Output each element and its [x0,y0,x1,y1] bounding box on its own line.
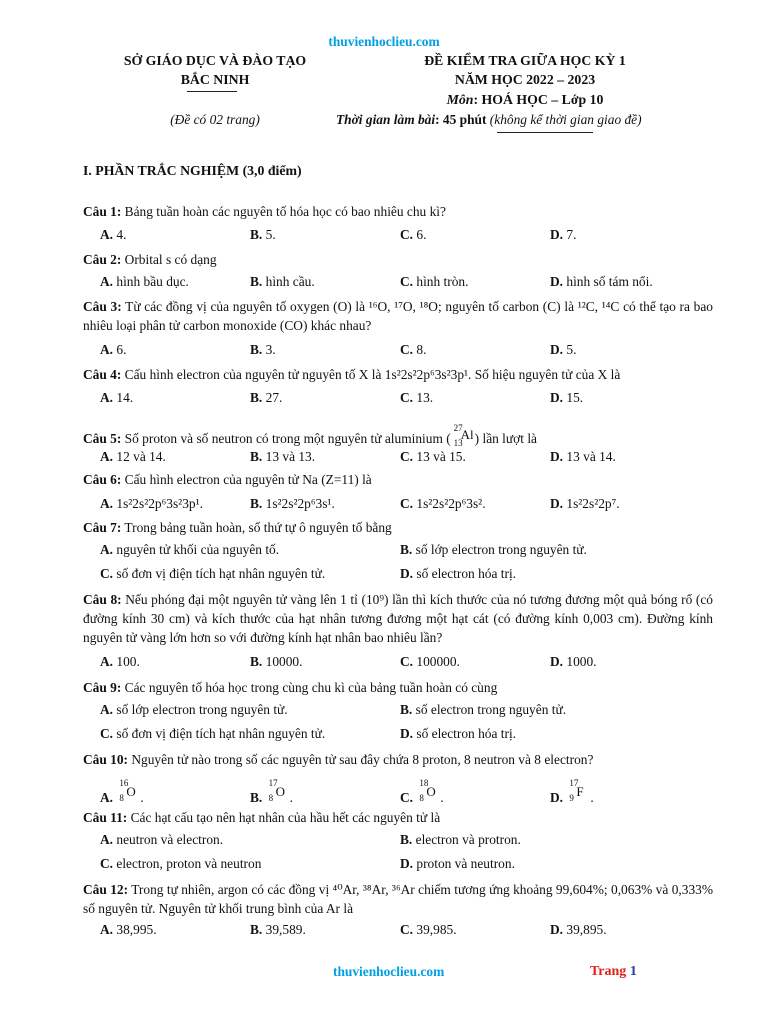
question-label: Câu 4: [83,367,122,382]
org-province: BẮC NINH [180,72,250,87]
option-text: 5. [262,227,276,242]
option-key: A. [100,274,114,289]
option-text: 15. [563,390,584,405]
option-key: D. [550,496,564,511]
option-key: B. [400,832,413,847]
question-3 [83,297,713,335]
answer-option-a[interactable] [100,342,126,358]
option-text: 5. [563,342,577,357]
option-text: 13 và 15. [413,449,466,464]
isotope-symbol [266,778,290,804]
answer-option-a[interactable] [100,778,144,806]
question-9 [83,678,713,697]
option-key: D. [550,390,564,405]
answer-option-a[interactable] [100,449,166,465]
site-link-top[interactable]: thuvienhoclieu.com [328,34,440,49]
answer-option-a[interactable] [100,390,133,406]
question-2 [83,250,713,269]
option-text: số đơn vị điện tích hạt nhân nguyên tử. [113,566,326,581]
answer-option-a[interactable] [100,654,140,670]
answer-option-c[interactable] [100,856,261,872]
answer-option-b[interactable] [250,922,306,938]
answer-option-a[interactable] [100,227,126,243]
org-underline [187,91,237,92]
exam-title: ĐỀ KIỂM TRA GIỮA HỌC KỲ 1 [424,53,626,68]
option-text: 13 và 14. [563,449,616,464]
option-key: A. [100,390,114,405]
question-12 [83,880,713,918]
option-text: 39,985. [413,922,457,937]
isotope-symbol [451,423,475,448]
answer-option-d[interactable] [550,922,607,938]
time-value: : 45 phút [435,112,487,127]
option-key: A. [100,496,114,511]
mass-number: 17 [268,778,278,788]
question-1 [83,202,713,221]
option-key: A. [100,342,114,357]
option-text: 100000. [413,654,460,669]
isotope-symbol [116,778,140,804]
option-text: proton và neutron. [413,856,515,871]
isotope-symbol [416,778,440,804]
answer-option-b[interactable] [250,449,315,465]
answer-option-b[interactable] [250,496,335,512]
option-key: D. [550,790,564,805]
question-text: Các nguyên tố hóa học trong cùng chu kì của bảng tuần hoàn có cùng [121,680,498,695]
subject-value: : HOÁ HỌC – Lớp 10 [473,92,604,107]
answer-option-c[interactable] [400,227,426,243]
option-key: C. [400,227,414,242]
answer-option-c[interactable] [400,654,460,670]
section-title: I. PHẦN TRẮC NGHIỆM (3,0 điểm) [83,163,302,178]
option-key: B. [250,390,263,405]
time-note: (không kể thời gian giao đề) [486,112,642,127]
option-text: 1s²2s²2p⁶3s¹. [262,496,335,511]
answer-option-c[interactable] [400,342,426,358]
option-text: neutron và electron. [113,832,224,847]
option-key: C. [400,922,414,937]
option-key: D. [400,726,414,741]
answer-option-b[interactable] [250,390,282,406]
answer-option-d[interactable] [400,566,516,582]
page-number [590,964,637,980]
option-key: C. [400,274,414,289]
mass-number: 16 [119,778,129,788]
question-6 [83,470,713,489]
option-key: D. [550,342,564,357]
question-text: Nếu phóng đại một nguyên tử vàng lên 1 tỉ (10⁹) lần thì kích thước của nó tương đương một quả bóng rổ (có đường kính 30 cm) và kích thước của hạt nhân tương đương một hạt cát (có đường kính 0,003 cm). Đường kính nguyên tử vàng lớn hơn so với đường kính hạt nhân bao nhiêu lần? [83,592,713,645]
option-text: số lớp electron trong nguyên tử. [412,542,587,557]
option-key: C. [400,654,414,669]
option-period: . [289,790,293,805]
option-key: A. [100,922,114,937]
atomic-number: 9 [569,793,574,803]
question-text: Từ các đồng vị của nguyên tố oxygen (O) là ¹⁶O, ¹⁷O, ¹⁸O; nguyên tố carbon (C) là ¹²C, ¹⁴C có thể tạo ra bao nhiêu loại phân tử carbon monoxide (CO) khác nhau? [83,299,713,333]
option-key: B. [250,227,263,242]
question-text-end: ) lần lượt là [474,431,537,446]
option-text: số electron hóa trị. [413,726,517,741]
option-text: nguyên tử khối của nguyên tố. [113,542,280,557]
option-text: 1s²2s²2p⁶3s²3p¹. [113,496,203,511]
answer-option-d[interactable] [550,496,620,512]
answer-option-c[interactable] [400,778,444,806]
question-10 [83,750,713,769]
answer-option-a[interactable] [100,832,223,848]
answer-option-d[interactable] [400,726,516,742]
question-label: Câu 5: [83,431,122,446]
option-text: 6. [113,342,127,357]
question-label: Câu 3: [83,299,122,314]
option-text: 13 và 13. [262,449,316,464]
option-text: hình số tám nổi. [563,274,653,289]
option-text: 7. [563,227,577,242]
question-label: Câu 7: [83,520,122,535]
option-key: D. [550,449,564,464]
question-label: Câu 12: [83,882,129,897]
time-label: Thời gian làm bài [336,112,436,127]
option-text: số electron hóa trị. [413,566,517,581]
question-label: Câu 1: [83,204,122,219]
element-symbol: O [126,784,136,799]
answer-option-c[interactable] [100,566,325,582]
option-text: 13. [413,390,434,405]
option-key: B. [250,922,263,937]
option-key: A. [100,227,114,242]
question-text: Trong tự nhiên, argon có các đồng vị ⁴⁰Ar, ³⁸Ar, ³⁶Ar chiếm tương ứng khoảng 99,604%; 0,063% và 0,333% số nguyên tử. Nguyên tử khối trung bình của Ar là [83,882,713,916]
question-label: Câu 2: [83,252,122,267]
option-key: B. [250,790,263,805]
answer-option-d[interactable] [550,449,616,465]
option-text: 6. [413,227,427,242]
answer-option-b[interactable] [400,542,587,558]
element-symbol: F [576,784,584,799]
option-period: . [590,790,594,805]
option-key: C. [400,342,414,357]
question-8 [83,590,713,647]
option-text: 1s²2s²2p⁷. [563,496,620,511]
question-text: Trong bảng tuần hoàn, số thứ tự ô nguyên tố bằng [121,520,392,535]
option-text: 3. [262,342,276,357]
question-text: Cấu hình electron của nguyên tử nguyên tố X là 1s²2s²2p⁶3s²3p¹. Số hiệu nguyên tử của X là [121,367,621,382]
option-period: . [440,790,444,805]
answer-option-b[interactable] [400,832,521,848]
question-label: Câu 9: [83,680,122,695]
question-text: Các hạt cấu tạo nên hạt nhân của hầu hết các nguyên tử là [127,810,441,825]
option-key: B. [250,654,263,669]
question-label: Câu 8: [83,592,122,607]
atomic-number: 13 [453,438,463,448]
option-text: 8. [413,342,427,357]
question-label: Câu 6: [83,472,122,487]
option-text: 1000. [563,654,597,669]
page-count-note: (Đề có 02 trang) [170,112,260,127]
option-key: A. [100,542,114,557]
answer-option-c[interactable] [400,496,486,512]
answer-option-c[interactable] [400,390,433,406]
option-key: D. [400,856,414,871]
answer-option-b[interactable] [250,342,276,358]
answer-option-c[interactable] [400,922,457,938]
answer-option-b[interactable] [400,702,566,718]
mass-number: 17 [569,778,579,788]
option-period: . [140,790,144,805]
answer-option-c[interactable] [100,726,325,742]
answer-option-c[interactable] [400,274,468,290]
page-label: Trang [590,964,630,979]
option-text: electron, proton và neutron [113,856,262,871]
answer-option-d[interactable] [550,390,583,406]
option-text: 39,589. [262,922,306,937]
time-underline [497,132,593,133]
option-text: 1s²2s²2p⁶3s². [413,496,486,511]
subject-line [360,92,690,108]
answer-option-a[interactable] [100,702,288,718]
option-text: 12 và 14. [113,449,166,464]
answer-option-d[interactable] [550,274,653,290]
answer-option-b[interactable] [250,654,302,670]
question-7 [83,518,713,537]
isotope-symbol [566,778,590,804]
element-symbol: O [426,784,436,799]
atomic-number: 8 [419,793,424,803]
subject-label: Môn [446,92,474,107]
option-key: C. [400,790,414,805]
answer-option-c[interactable] [400,449,466,465]
option-key: D. [550,654,564,669]
option-key: A. [100,832,114,847]
option-text: electron và protron. [412,832,521,847]
option-key: B. [250,274,263,289]
element-symbol: Al [460,427,474,442]
option-text: 27. [262,390,283,405]
answer-option-d[interactable] [400,856,515,872]
question-4 [83,365,713,384]
option-text: 39,895. [563,922,607,937]
option-key: C. [400,390,414,405]
time-line [336,112,642,128]
answer-option-b[interactable] [250,274,315,290]
option-text: số lớp electron trong nguyên tử. [113,702,288,717]
option-text: 38,995. [113,922,157,937]
question-text: Số proton và số neutron có trong một nguyên tử aluminium ( [121,431,451,446]
option-text: 4. [113,227,127,242]
answer-option-d[interactable] [550,342,576,358]
question-11 [83,808,713,827]
option-key: D. [550,274,564,289]
option-key: A. [100,702,114,717]
option-key: C. [400,449,414,464]
option-text: hình bầu dục. [113,274,189,289]
answer-option-b[interactable] [250,227,276,243]
option-text: hình tròn. [413,274,469,289]
option-text: 14. [113,390,134,405]
answer-option-a[interactable] [100,274,189,290]
answer-option-d[interactable] [550,654,597,670]
question-label: Câu 10: [83,752,129,767]
question-text: Orbital s có dạng [121,252,217,267]
option-key: B. [250,496,263,511]
question-text: Cấu hình electron của nguyên tử Na (Z=11) là [121,472,372,487]
answer-option-d[interactable] [550,778,594,806]
site-link-bottom[interactable]: thuvienhoclieu.com [333,964,445,979]
answer-option-a[interactable] [100,922,157,938]
option-key: D. [550,922,564,937]
atomic-number: 8 [119,793,124,803]
answer-option-a[interactable] [100,496,203,512]
org-name: SỞ GIÁO DỤC VÀ ĐÀO TẠO [123,53,307,68]
option-key: B. [400,542,413,557]
option-key: B. [250,342,263,357]
mass-number: 18 [419,778,429,788]
option-text: hình cầu. [262,274,315,289]
page-number-value: 1 [629,964,637,979]
answer-option-d[interactable] [550,227,576,243]
option-key: A. [100,654,114,669]
atomic-number: 8 [268,793,274,803]
option-key: B. [400,702,413,717]
question-5 [83,425,713,448]
option-key: A. [100,449,114,464]
question-text: Bảng tuần hoàn các nguyên tố hóa học có bao nhiêu chu kì? [121,204,446,219]
option-key: C. [100,726,114,741]
option-key: C. [100,566,114,581]
answer-option-b[interactable] [250,778,293,806]
question-label: Câu 11: [83,810,128,825]
option-key: B. [250,449,263,464]
option-text: số electron trong nguyên tử. [412,702,567,717]
option-text: số đơn vị điện tích hạt nhân nguyên tử. [113,726,326,741]
school-year: NĂM HỌC 2022 – 2023 [454,72,596,87]
option-key: A. [100,790,114,805]
element-symbol: O [275,784,286,799]
mass-number: 27 [453,423,463,433]
option-text: 10000. [262,654,303,669]
question-text: Nguyên tử nào trong số các nguyên tử sau đây chứa 8 proton, 8 neutron và 8 electron? [128,752,594,767]
option-key: D. [400,566,414,581]
option-key: C. [400,496,414,511]
answer-option-a[interactable] [100,542,279,558]
option-key: C. [100,856,114,871]
option-text: 100. [113,654,140,669]
option-key: D. [550,227,564,242]
